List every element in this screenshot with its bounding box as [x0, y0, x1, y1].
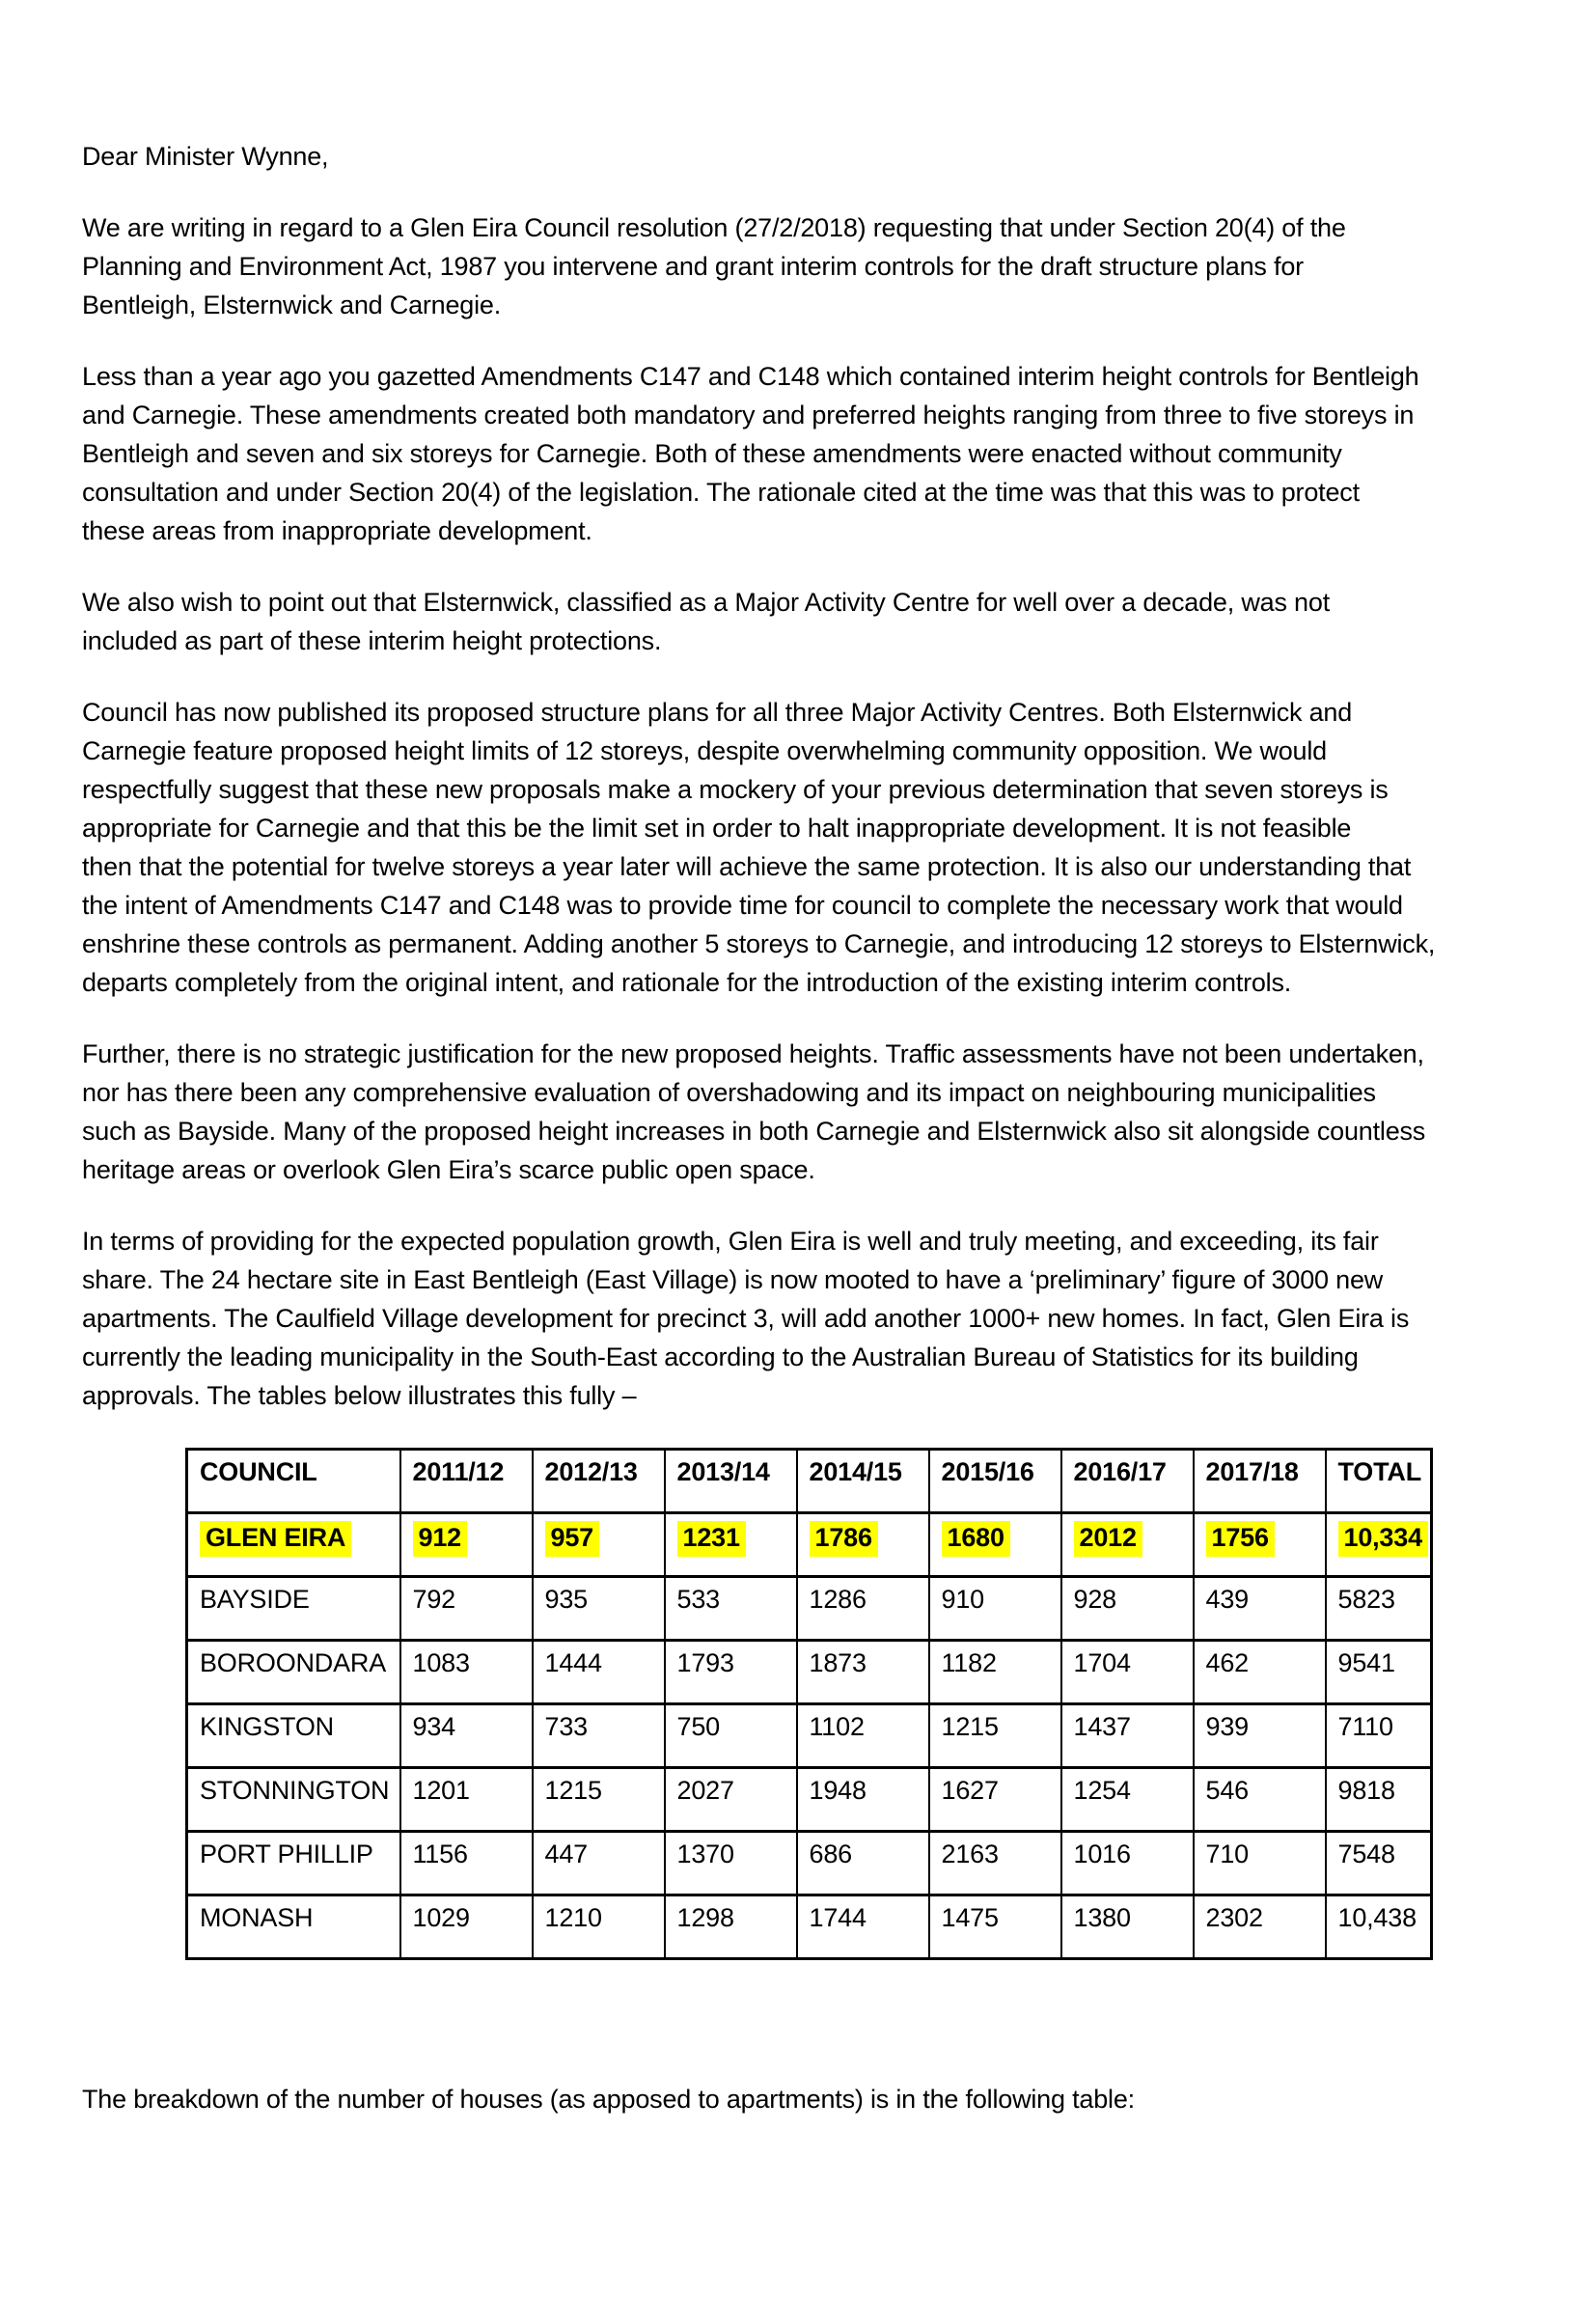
paragraph-line: included as part of these interim height protections.: [82, 626, 662, 655]
paragraph: [82, 137, 1519, 176]
value-cell: [400, 1513, 533, 1577]
table-header-cell: 2013/14: [665, 1450, 797, 1513]
paragraph-line: these areas from inappropriate development.: [82, 516, 592, 545]
value-cell: [929, 1513, 1061, 1577]
paragraph-line: then that the potential for twelve storeys a year later will achieve the same protection. It is also our understanding that: [82, 852, 1412, 881]
value-cell: 1370: [665, 1832, 797, 1895]
table-header-cell: COUNCIL: [187, 1450, 400, 1513]
value-cell: 447: [533, 1832, 665, 1895]
value-cell: 935: [533, 1577, 665, 1641]
value-cell: 686: [797, 1832, 929, 1895]
highlighted-value: 1756: [1206, 1521, 1275, 1557]
value-cell: 1475: [929, 1895, 1061, 1959]
highlighted-value: 1231: [677, 1521, 746, 1557]
paragraph-line: Further, there is no strategic justification for the new proposed heights. Traffic assessments have not been undertaken,: [82, 1039, 1424, 1068]
value-cell: 2027: [665, 1768, 797, 1832]
value-cell: 1948: [797, 1768, 929, 1832]
table-row: [187, 1641, 1432, 1704]
table-row: [187, 1704, 1432, 1768]
value-cell: 910: [929, 1577, 1061, 1641]
value-cell: 1437: [1061, 1704, 1194, 1768]
table-header-cell: 2016/17: [1061, 1450, 1194, 1513]
table-header-row: [187, 1450, 1432, 1513]
paragraph-line: departs completely from the original intent, and rationale for the introduction of the existing interim controls.: [82, 968, 1292, 997]
value-cell: 5823: [1326, 1577, 1432, 1641]
value-cell: 1215: [533, 1768, 665, 1832]
table-row: [187, 1513, 1432, 1577]
paragraph-line: share. The 24 hectare site in East Bentleigh (East Village) is now mooted to have a ‘preliminary’ figure of 3000 new: [82, 1265, 1384, 1294]
value-cell: 750: [665, 1704, 797, 1768]
paragraph: [82, 693, 1519, 1002]
paragraph: [82, 208, 1519, 324]
highlighted-value: 957: [545, 1521, 599, 1557]
paragraph-line: consultation and under Section 20(4) of the legislation. The rationale cited at the time was that this was to protect: [82, 478, 1360, 507]
value-cell: 1156: [400, 1832, 533, 1895]
value-cell: 546: [1194, 1768, 1326, 1832]
highlighted-value: 1786: [810, 1521, 878, 1557]
paragraph-line: respectfully suggest that these new proposals make a mockery of your previous determination that seven storeys is: [82, 775, 1389, 804]
council-cell: PORT PHILLIP: [187, 1832, 400, 1895]
value-cell: 7548: [1326, 1832, 1432, 1895]
council-cell: [187, 1513, 400, 1577]
value-cell: [665, 1513, 797, 1577]
value-cell: 1873: [797, 1641, 929, 1704]
value-cell: 792: [400, 1577, 533, 1641]
highlighted-value: 1680: [942, 1521, 1010, 1557]
value-cell: 10,438: [1326, 1895, 1432, 1959]
value-cell: 1744: [797, 1895, 929, 1959]
value-cell: 9541: [1326, 1641, 1432, 1704]
paragraph: [82, 357, 1519, 550]
value-cell: 1215: [929, 1704, 1061, 1768]
value-cell: [1061, 1513, 1194, 1577]
value-cell: 2302: [1194, 1895, 1326, 1959]
table-body: [187, 1513, 1432, 1959]
paragraph-line: nor has there been any comprehensive evaluation of overshadowing and its impact on neighbouring municipalities: [82, 1078, 1376, 1107]
value-cell: [1326, 1513, 1432, 1577]
paragraph-line: enshrine these controls as permanent. Adding another 5 storeys to Carnegie, and introducing 12 storeys to Elsternwick,: [82, 929, 1436, 958]
value-cell: 1201: [400, 1768, 533, 1832]
council-cell: BOROONDARA: [187, 1641, 400, 1704]
value-cell: 439: [1194, 1577, 1326, 1641]
highlighted-value: 10,334: [1338, 1521, 1428, 1557]
paragraph: [82, 1222, 1519, 1415]
value-cell: 928: [1061, 1577, 1194, 1641]
value-cell: 934: [400, 1704, 533, 1768]
value-cell: 1016: [1061, 1832, 1194, 1895]
table-row: [187, 1577, 1432, 1641]
closing-line: The breakdown of the number of houses (as apposed to apartments) is in the following table:: [82, 2085, 1135, 2114]
paragraph-line: Bentleigh and seven and six storeys for Carnegie. Both of these amendments were enacted without community: [82, 439, 1342, 468]
paragraph-line: Planning and Environment Act, 1987 you intervene and grant interim controls for the draft structure plans for: [82, 252, 1304, 281]
value-cell: 533: [665, 1577, 797, 1641]
value-cell: 1286: [797, 1577, 929, 1641]
building-approvals-table: [185, 1448, 1433, 1960]
table-header-cell: 2012/13: [533, 1450, 665, 1513]
value-cell: 1793: [665, 1641, 797, 1704]
value-cell: 1627: [929, 1768, 1061, 1832]
table-header-cell: 2014/15: [797, 1450, 929, 1513]
value-cell: 1704: [1061, 1641, 1194, 1704]
paragraph-line: such as Bayside. Many of the proposed height increases in both Carnegie and Elsternwick also sit alongside countless: [82, 1117, 1426, 1146]
value-cell: 9818: [1326, 1768, 1432, 1832]
paragraph-line: Less than a year ago you gazetted Amendments C147 and C148 which contained interim height controls for Bentleigh: [82, 362, 1419, 391]
table-header-cell: 2015/16: [929, 1450, 1061, 1513]
value-cell: 733: [533, 1704, 665, 1768]
council-cell: MONASH: [187, 1895, 400, 1959]
paragraph-line: Bentleigh, Elsternwick and Carnegie.: [82, 290, 502, 319]
value-cell: 1182: [929, 1641, 1061, 1704]
highlighted-value: 912: [413, 1521, 467, 1557]
paragraph-line: Dear Minister Wynne,: [82, 142, 329, 171]
paragraph-line: heritage areas or overlook Glen Eira’s scarce public open space.: [82, 1155, 815, 1184]
paragraph-line: In terms of providing for the expected population growth, Glen Eira is well and truly meeting, and exceeding, its fair: [82, 1227, 1379, 1256]
council-cell: KINGSTON: [187, 1704, 400, 1768]
paragraph-line: Council has now published its proposed structure plans for all three Major Activity Centres. Both Elsternwick and: [82, 698, 1353, 727]
paragraph-line: appropriate for Carnegie and that this be the limit set in order to halt inappropriate development. It is not feasible: [82, 814, 1352, 843]
paragraph-line: We also wish to point out that Elsternwick, classified as a Major Activity Centre for well over a decade, was not: [82, 588, 1330, 617]
value-cell: 1102: [797, 1704, 929, 1768]
paragraph-line: apartments. The Caulfield Village development for precinct 3, will add another 1000+ new homes. In fact, Glen Eira is: [82, 1304, 1410, 1333]
value-cell: 1298: [665, 1895, 797, 1959]
table-header-cell: 2011/12: [400, 1450, 533, 1513]
value-cell: 939: [1194, 1704, 1326, 1768]
council-cell: BAYSIDE: [187, 1577, 400, 1641]
paragraph: [82, 1035, 1519, 1189]
table-row: [187, 1832, 1432, 1895]
highlighted-value: 2012: [1074, 1521, 1142, 1557]
value-cell: 1444: [533, 1641, 665, 1704]
value-cell: 1380: [1061, 1895, 1194, 1959]
value-cell: 710: [1194, 1832, 1326, 1895]
table-row: [187, 1768, 1432, 1832]
paragraph-line: currently the leading municipality in the South-East according to the Australian Bureau of Statistics for its building: [82, 1342, 1359, 1371]
paragraph-line: and Carnegie. These amendments created both mandatory and preferred heights ranging from three to five storeys in: [82, 401, 1415, 429]
letter-body: [82, 137, 1519, 1415]
value-cell: 462: [1194, 1641, 1326, 1704]
value-cell: 1083: [400, 1641, 533, 1704]
council-cell: STONNINGTON: [187, 1768, 400, 1832]
value-cell: [1194, 1513, 1326, 1577]
paragraph-line: approvals. The tables below illustrates this fully –: [82, 1381, 637, 1410]
table-header-cell: TOTAL: [1326, 1450, 1432, 1513]
value-cell: 1210: [533, 1895, 665, 1959]
table-row: [187, 1895, 1432, 1959]
highlighted-value: GLEN EIRA: [200, 1521, 351, 1557]
value-cell: 7110: [1326, 1704, 1432, 1768]
value-cell: [797, 1513, 929, 1577]
paragraph-line: Carnegie feature proposed height limits of 12 storeys, despite overwhelming community opposition. We would: [82, 736, 1327, 765]
paragraph: [82, 583, 1519, 660]
value-cell: [533, 1513, 665, 1577]
paragraph-line: We are writing in regard to a Glen Eira Council resolution (27/2/2018) requesting that under Section 20(4) of the: [82, 213, 1346, 242]
value-cell: 1029: [400, 1895, 533, 1959]
value-cell: 2163: [929, 1832, 1061, 1895]
table-header-cell: 2017/18: [1194, 1450, 1326, 1513]
value-cell: 1254: [1061, 1768, 1194, 1832]
paragraph-line: the intent of Amendments C147 and C148 was to provide time for council to complete the necessary work that would: [82, 891, 1403, 920]
